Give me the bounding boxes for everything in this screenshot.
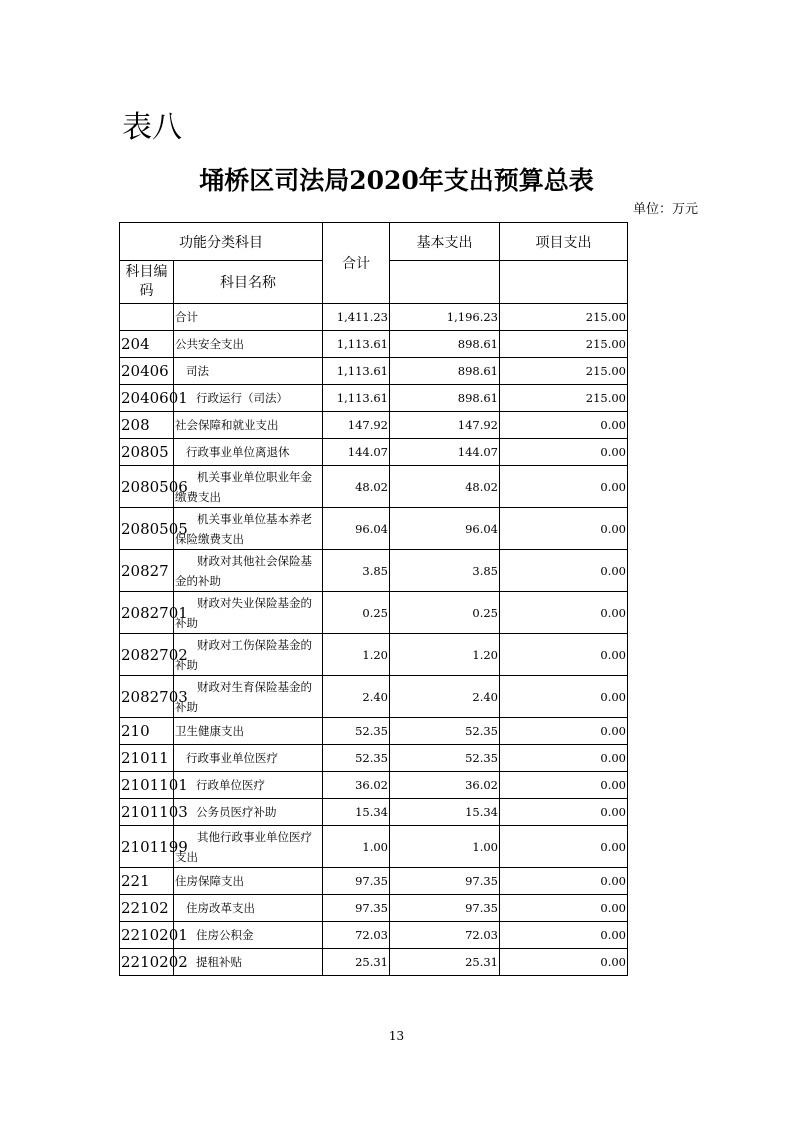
subject-name-cell: 行政单位医疗 <box>174 772 323 799</box>
basic-expense-cell: 96.04 <box>390 508 500 550</box>
subject-code-cell: 2080505 <box>120 508 174 550</box>
table-row <box>120 466 628 508</box>
subject-name-cell: 财政对失业保险基金的补助 <box>174 592 323 634</box>
table-row <box>120 508 628 550</box>
subject-code-cell: 20805 <box>120 439 174 466</box>
subject-code-cell: 204 <box>120 331 174 358</box>
table-row <box>120 439 628 466</box>
basic-expense-cell: 0.25 <box>390 592 500 634</box>
subject-name-cell: 财政对工伤保险基金的补助 <box>174 634 323 676</box>
table-row <box>120 799 628 826</box>
table-row <box>120 550 628 592</box>
basic-expense-cell: 97.35 <box>390 895 500 922</box>
basic-expense-cell: 1.20 <box>390 634 500 676</box>
total-amount-cell: 1,113.61 <box>323 385 390 412</box>
project-expense-cell: 215.00 <box>500 385 628 412</box>
budget-table-body <box>120 304 628 976</box>
subject-code-cell: 2082701 <box>120 592 174 634</box>
total-amount-cell: 1,113.61 <box>323 331 390 358</box>
project-expense-cell: 0.00 <box>500 895 628 922</box>
basic-expense-cell: 52.35 <box>390 718 500 745</box>
total-amount-cell: 72.03 <box>323 922 390 949</box>
code-column-header: 科目编码 <box>120 261 174 304</box>
subject-code-cell <box>120 304 174 331</box>
table-row <box>120 385 628 412</box>
project-expense-cell: 215.00 <box>500 331 628 358</box>
basic-expense-cell: 1.00 <box>390 826 500 868</box>
basic-expense-subheader <box>390 261 500 304</box>
project-expense-cell: 0.00 <box>500 550 628 592</box>
project-expense-cell: 0.00 <box>500 868 628 895</box>
table-row <box>120 412 628 439</box>
subject-code-cell: 22102 <box>120 895 174 922</box>
subject-name-cell: 合计 <box>174 304 323 331</box>
table-row <box>120 592 628 634</box>
subject-code-cell: 221 <box>120 868 174 895</box>
total-amount-cell: 147.92 <box>323 412 390 439</box>
basic-expense-cell: 72.03 <box>390 922 500 949</box>
subject-name-cell: 行政运行（司法） <box>174 385 323 412</box>
table-row <box>120 745 628 772</box>
subject-code-cell: 20406 <box>120 358 174 385</box>
total-column-header: 合计 <box>323 223 390 304</box>
project-expense-header: 项目支出 <box>500 223 628 261</box>
project-expense-cell: 0.00 <box>500 676 628 718</box>
basic-expense-cell: 97.35 <box>390 868 500 895</box>
subject-name-cell: 住房改革支出 <box>174 895 323 922</box>
subject-code-cell: 2101103 <box>120 799 174 826</box>
total-amount-cell: 15.34 <box>323 799 390 826</box>
table-row <box>120 676 628 718</box>
subject-name-cell: 财政对其他社会保险基金的补助 <box>174 550 323 592</box>
page-number: 13 <box>388 1029 405 1043</box>
table-label: 表八 <box>122 110 182 145</box>
table-row <box>120 718 628 745</box>
total-amount-cell: 144.07 <box>323 439 390 466</box>
subject-name-cell: 住房保障支出 <box>174 868 323 895</box>
total-amount-cell: 1,411.23 <box>323 304 390 331</box>
table-row <box>120 634 628 676</box>
subject-code-cell: 2101199 <box>120 826 174 868</box>
document-title: 埇桥区司法局2020年支出预算总表 <box>199 166 594 195</box>
total-amount-cell: 96.04 <box>323 508 390 550</box>
project-expense-cell: 0.00 <box>500 592 628 634</box>
subject-name-cell: 其他行政事业单位医疗支出 <box>174 826 323 868</box>
basic-expense-cell: 898.61 <box>390 358 500 385</box>
total-amount-cell: 3.85 <box>323 550 390 592</box>
subject-name-cell: 行政事业单位医疗 <box>174 745 323 772</box>
subject-name-cell: 提租补贴 <box>174 949 323 976</box>
table-row <box>120 826 628 868</box>
total-amount-cell: 1.00 <box>323 826 390 868</box>
total-amount-cell: 1,113.61 <box>323 358 390 385</box>
subject-code-cell: 2210201 <box>120 922 174 949</box>
name-column-header: 科目名称 <box>174 261 323 304</box>
project-expense-cell: 0.00 <box>500 799 628 826</box>
subject-code-cell: 2210202 <box>120 949 174 976</box>
basic-expense-cell: 3.85 <box>390 550 500 592</box>
subject-name-cell: 卫生健康支出 <box>174 718 323 745</box>
project-expense-cell: 0.00 <box>500 718 628 745</box>
subject-code-cell: 210 <box>120 718 174 745</box>
basic-expense-cell: 144.07 <box>390 439 500 466</box>
subject-code-cell: 2040601 <box>120 385 174 412</box>
project-expense-cell: 0.00 <box>500 466 628 508</box>
table-row <box>120 772 628 799</box>
basic-expense-cell: 25.31 <box>390 949 500 976</box>
basic-expense-cell: 898.61 <box>390 331 500 358</box>
total-amount-cell: 97.35 <box>323 895 390 922</box>
project-expense-cell: 0.00 <box>500 826 628 868</box>
basic-expense-cell: 15.34 <box>390 799 500 826</box>
subject-name-cell: 机关事业单位基本养老保险缴费支出 <box>174 508 323 550</box>
subject-name-cell: 住房公积金 <box>174 922 323 949</box>
basic-expense-cell: 52.35 <box>390 745 500 772</box>
budget-table <box>119 222 628 976</box>
total-amount-cell: 2.40 <box>323 676 390 718</box>
project-expense-cell: 0.00 <box>500 412 628 439</box>
subject-code-cell: 2082702 <box>120 634 174 676</box>
total-amount-cell: 36.02 <box>323 772 390 799</box>
subject-code-cell: 208 <box>120 412 174 439</box>
project-expense-cell: 215.00 <box>500 304 628 331</box>
subject-name-cell: 司法 <box>174 358 323 385</box>
project-expense-cell: 0.00 <box>500 772 628 799</box>
project-expense-cell: 0.00 <box>500 922 628 949</box>
header-row-1 <box>120 223 628 261</box>
table-row <box>120 922 628 949</box>
total-amount-cell: 1.20 <box>323 634 390 676</box>
subject-name-cell: 行政事业单位离退休 <box>174 439 323 466</box>
subject-code-cell: 2101101 <box>120 772 174 799</box>
project-expense-subheader <box>500 261 628 304</box>
total-amount-cell: 48.02 <box>323 466 390 508</box>
subject-code-cell: 20827 <box>120 550 174 592</box>
unit-note: 单位：万元 <box>632 202 698 217</box>
project-expense-cell: 0.00 <box>500 634 628 676</box>
subject-name-cell: 公务员医疗补助 <box>174 799 323 826</box>
table-row <box>120 868 628 895</box>
basic-expense-cell: 1,196.23 <box>390 304 500 331</box>
total-amount-cell: 52.35 <box>323 745 390 772</box>
table-row <box>120 304 628 331</box>
total-amount-cell: 52.35 <box>323 718 390 745</box>
basic-expense-cell: 147.92 <box>390 412 500 439</box>
table-row <box>120 949 628 976</box>
subject-code-cell: 2080506 <box>120 466 174 508</box>
subject-name-cell: 公共安全支出 <box>174 331 323 358</box>
total-amount-cell: 0.25 <box>323 592 390 634</box>
basic-expense-cell: 36.02 <box>390 772 500 799</box>
subject-name-cell: 社会保障和就业支出 <box>174 412 323 439</box>
total-amount-cell: 25.31 <box>323 949 390 976</box>
subject-code-cell: 21011 <box>120 745 174 772</box>
project-expense-cell: 0.00 <box>500 949 628 976</box>
basic-expense-cell: 898.61 <box>390 385 500 412</box>
subject-code-cell: 2082703 <box>120 676 174 718</box>
table-row <box>120 895 628 922</box>
basic-expense-cell: 2.40 <box>390 676 500 718</box>
project-expense-cell: 0.00 <box>500 439 628 466</box>
table-row <box>120 331 628 358</box>
total-amount-cell: 97.35 <box>323 868 390 895</box>
subject-name-cell: 财政对生育保险基金的补助 <box>174 676 323 718</box>
table-row <box>120 358 628 385</box>
project-expense-cell: 0.00 <box>500 745 628 772</box>
basic-expense-header: 基本支出 <box>390 223 500 261</box>
functional-category-header: 功能分类科目 <box>120 223 323 261</box>
project-expense-cell: 215.00 <box>500 358 628 385</box>
basic-expense-cell: 48.02 <box>390 466 500 508</box>
project-expense-cell: 0.00 <box>500 508 628 550</box>
subject-name-cell: 机关事业单位职业年金缴费支出 <box>174 466 323 508</box>
